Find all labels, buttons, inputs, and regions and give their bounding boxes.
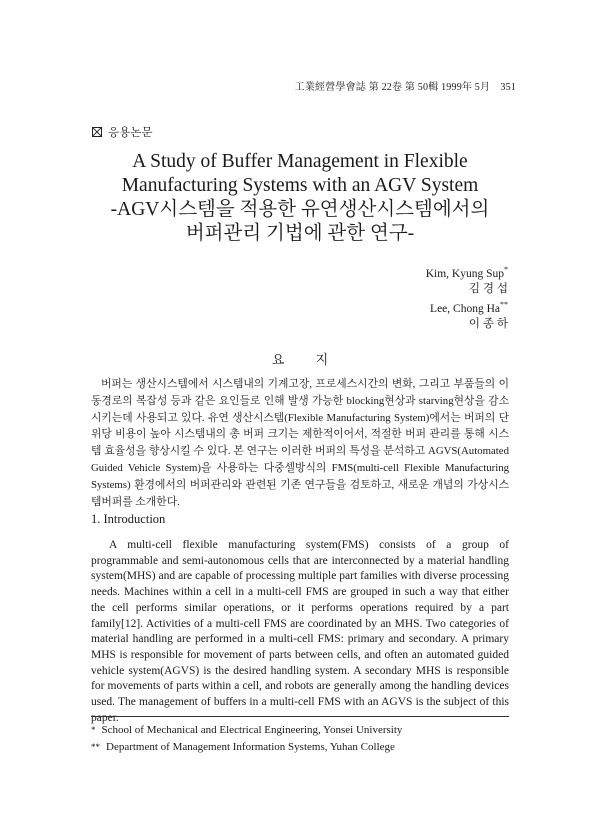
- author-1-name: Kim, Kyung Sup*: [425, 265, 508, 280]
- footnote-1-text: School of Mechanical and Electrical Engineering, Yonsei University: [101, 724, 403, 736]
- footnote-1: [91, 722, 521, 739]
- author-2-name: Lee, Chong Ha**: [430, 299, 508, 315]
- running-head: 工業經營學會誌 第 22卷 第 50輯 1999年 5月 351: [294, 82, 516, 93]
- abstract-body: 버퍼는 생산시스템에서 시스템내의 기계고장, 프로세스시간의 변화, 그리고 부품들의 이동경로의 복잡성 등과 같은 요인들로 인해 발생 가능한 blocking현상과 starving현상을 감소시키는데 사용되고 있다. 유연 생산시스템(Flexible Manufacturing System)에서는 버퍼의 단위당 비용이 높아 시스템내의 총 버퍼 크기는 제한적이어서, 적절한 버퍼 관리를 통해 시스템 효율성을 향상시킬 수 있다. 본 연구는 이러한 버퍼의 특성을 분석하고 AGVS(Automated Guided Vehicle System)을 사용하는 다중셀방식의 FMS(multi-cell Flexible Manufacturing Systems) 환경에서의 버퍼관리와 관련된 기존 연구들을 검토하고, 새로운 개념의 가상시스템버퍼를 소개한다.: [91, 378, 509, 508]
- title-line-1: A Study of Buffer Management in Flexible: [132, 151, 468, 172]
- title-line-3: -AGV시스템을 적용한 유연생산시스템에서의: [110, 199, 490, 220]
- introduction-body: A multi-cell flexible manufacturing system(FMS) consists of a group of programmable and semi-autonomous cells that are interconnected by a material handling system(MHS) and are capable of processing multiple part families with diverse processing needs. Machines within a cell in a multi-cell FMS are grouped in such a way that either the cell performs similar operations, or it performs operations required by a part family[12]. Activities of a multi-cell FMS are coordinated by an MHS. Two categories of material handling are performed in a multi-cell FMS: primary and secondary. A primary MHS is responsible for movement of parts between cells, and often an automated guided vehicle system(AGVS) is the desired handling system. A secondary MHS is responsible for movements of parts within a cell, and robots are generally among the handling devices used. The management of buffers in a multi-cell FMS with an AGVS is the subject of this paper.: [91, 539, 509, 724]
- footnote-1-mark: *: [91, 725, 96, 735]
- paper-title: [60, 150, 540, 246]
- author-block: [426, 262, 508, 332]
- section-heading-introduction: 1. Introduction: [91, 512, 166, 526]
- author-2-korean-name: 이 종 하: [468, 317, 508, 330]
- abstract-heading: 요 지: [271, 352, 343, 367]
- crossed-box-icon: [92, 127, 102, 137]
- footnote-2-mark: **: [91, 742, 100, 752]
- article-category: [92, 124, 152, 140]
- author-1-mark: *: [504, 265, 508, 274]
- footnote-2-text: Department of Management Information Systems, Yuhan College: [106, 741, 395, 753]
- title-line-4: 버퍼관리 기법에 관한 연구-: [185, 223, 415, 244]
- title-line-2: Manufacturing Systems with an AGV System: [121, 175, 479, 196]
- author-2-mark: **: [500, 299, 508, 309]
- footnote-2: [91, 739, 521, 756]
- footnote-divider: [91, 716, 509, 717]
- footnotes: [91, 722, 521, 756]
- author-1-korean-name: 김 경 섭: [468, 282, 508, 295]
- article-category-label: 응용논문: [108, 127, 153, 139]
